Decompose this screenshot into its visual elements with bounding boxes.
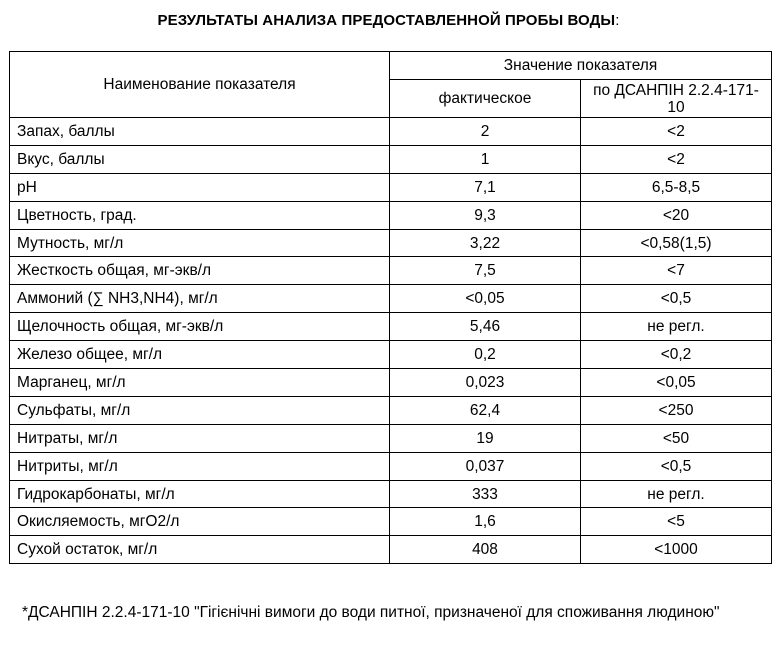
cell-actual-value: 5,46: [390, 313, 581, 341]
footnote: *ДСАНПІН 2.2.4-171-10 "Гігієнічні вимоги до води питної, призначеної для споживання людиною": [22, 604, 720, 621]
table-row: [10, 452, 772, 480]
cell-actual-value: 3,22: [390, 229, 581, 257]
cell-actual-value: 333: [390, 480, 581, 508]
cell-norm-value: <20: [581, 201, 772, 229]
cell-norm-value: не регл.: [581, 313, 772, 341]
cell-indicator-name: Жесткость общая, мг-экв/л: [10, 257, 390, 285]
cell-actual-value: <0,05: [390, 285, 581, 313]
cell-indicator-name: Сухой остаток, мг/л: [10, 536, 390, 564]
cell-indicator-name: Нитриты, мг/л: [10, 452, 390, 480]
table-row: [10, 424, 772, 452]
cell-indicator-name: Нитраты, мг/л: [10, 424, 390, 452]
cell-norm-value: <0,58(1,5): [581, 229, 772, 257]
results-table-body: [10, 118, 772, 564]
header-indicator-name: Наименование показателя: [10, 52, 390, 118]
cell-norm-value: <250: [581, 396, 772, 424]
cell-norm-value: <0,5: [581, 452, 772, 480]
page-title-text: РЕЗУЛЬТАТЫ АНАЛИЗА ПРЕДОСТАВЛЕННОЙ ПРОБЫ ВОДЫ: [157, 12, 616, 29]
header-actual: фактическое: [390, 80, 581, 118]
cell-indicator-name: Гидрокарбонаты, мг/л: [10, 480, 390, 508]
table-row: [10, 173, 772, 201]
cell-norm-value: 6,5-8,5: [581, 173, 772, 201]
cell-actual-value: 1: [390, 145, 581, 173]
results-table: [9, 51, 772, 564]
table-row: [10, 229, 772, 257]
table-row: [10, 396, 772, 424]
table-row: [10, 201, 772, 229]
table-row: [10, 508, 772, 536]
cell-actual-value: 0,023: [390, 369, 581, 397]
table-row: [10, 257, 772, 285]
cell-norm-value: <2: [581, 145, 772, 173]
cell-indicator-name: pH: [10, 173, 390, 201]
table-row: [10, 285, 772, 313]
cell-actual-value: 9,3: [390, 201, 581, 229]
table-row: [10, 118, 772, 146]
cell-norm-value: <1000: [581, 536, 772, 564]
cell-indicator-name: Вкус, баллы: [10, 145, 390, 173]
table-row: [10, 145, 772, 173]
cell-actual-value: 7,1: [390, 173, 581, 201]
cell-norm-value: <50: [581, 424, 772, 452]
cell-indicator-name: Окисляемость, мгО2/л: [10, 508, 390, 536]
cell-indicator-name: Мутность, мг/л: [10, 229, 390, 257]
cell-indicator-name: Щелочность общая, мг-экв/л: [10, 313, 390, 341]
header-indicator-value: Значение показателя: [390, 52, 772, 80]
cell-actual-value: 0,037: [390, 452, 581, 480]
cell-indicator-name: Аммоний (∑ NH3,NH4), мг/л: [10, 285, 390, 313]
cell-norm-value: <2: [581, 118, 772, 146]
table-row: [10, 369, 772, 397]
cell-actual-value: 19: [390, 424, 581, 452]
cell-actual-value: 1,6: [390, 508, 581, 536]
table-row: [10, 480, 772, 508]
cell-indicator-name: Сульфаты, мг/л: [10, 396, 390, 424]
header-norm: по ДСАНПІН 2.2.4-171-10: [581, 80, 772, 118]
table-row: [10, 313, 772, 341]
cell-indicator-name: Цветность, град.: [10, 201, 390, 229]
cell-norm-value: не регл.: [581, 480, 772, 508]
cell-norm-value: <0,05: [581, 369, 772, 397]
cell-indicator-name: Запах, баллы: [10, 118, 390, 146]
cell-actual-value: 0,2: [390, 341, 581, 369]
cell-indicator-name: Железо общее, мг/л: [10, 341, 390, 369]
cell-norm-value: <0,5: [581, 285, 772, 313]
table-row: [10, 341, 772, 369]
cell-actual-value: 7,5: [390, 257, 581, 285]
cell-norm-value: <7: [581, 257, 772, 285]
cell-norm-value: <5: [581, 508, 772, 536]
cell-norm-value: <0,2: [581, 341, 772, 369]
cell-indicator-name: Марганец, мг/л: [10, 369, 390, 397]
cell-actual-value: 2: [390, 118, 581, 146]
page-title-colon: :: [615, 12, 620, 29]
cell-actual-value: 62,4: [390, 396, 581, 424]
page-title: [0, 12, 777, 29]
cell-actual-value: 408: [390, 536, 581, 564]
table-row: [10, 536, 772, 564]
